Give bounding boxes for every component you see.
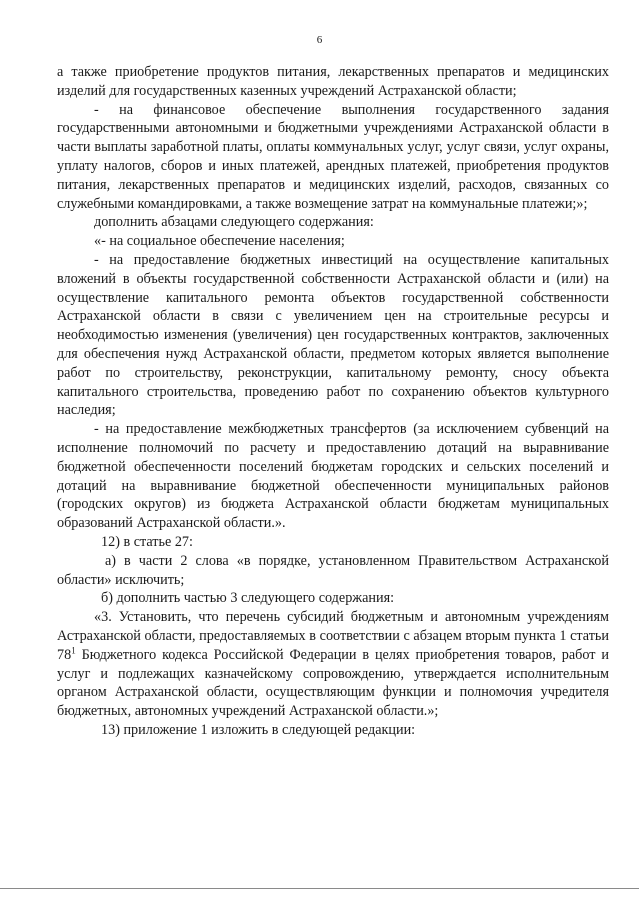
clause-3-text-start: «3. Установить, что перечень субсидий бюджетным и автономным учреждениям Астраханской области, предоставляемых в соответствии с абзацем вторым пункта 1 статьи 78 [57,609,609,663]
clause-3-paragraph [57,608,609,721]
paragraph: а также приобретение продуктов питания, лекарственных препаратов и медицинских изделий для государственных казенных учреждений Астраханской области; [57,64,609,99]
clause-3-text-end: Бюджетного кодекса Российской Федерации в целях приобретения товаров, работ и услуг и подлежащих казначейскому сопровождению, утверждается исполнительным органом Астраханской области, осуществляющим функции и полномочия учредителя бюджетных, автономных учреждений Астраханской области.»; [57,646,609,720]
paragraph: - на предоставление бюджетных инвестиций на осуществление капитальных вложений в объекты государственной собственности Астраханской области и (или) на осуществление капитального ремонта объектов государственной собственности Астраханской области в связи с увеличением цен на строительные ресурсы и необходимостью изменения (увеличения) цен государственных контрактов, заключенных для обеспечения нужд Астраханской области, предметом которых является выполнение работ по строительству, реконструкции, капитальному ремонту, сносу объекта капитального строительства, проведению работ по сохранению объектов культурного наследия; [57,251,609,419]
paragraph: дополнить абзацами следующего содержания: [94,214,374,231]
scan-bottom-edge [0,888,639,889]
paragraph: а) в части 2 слова «в порядке, установленном Правительством Астраханской области» исключить; [57,552,609,588]
paragraph: 13) приложение 1 изложить в следующей редакции: [101,721,416,738]
page-number: 6 [316,34,323,46]
paragraph: - на финансовое обеспечение выполнения государственного задания государственными автономными и бюджетными учреждениями Астраханской области в части выплаты заработной платы, оплаты коммунальных услуг, услуг связи, услуг охраны, уплату налогов, сборов и иных платежей, арендных платежей, приобретения продуктов питания, лекарственных препаратов и медицинских изделий, расходов, связанных со служебными командировками, а также возмещение затрат на коммунальные платежи;»; [57,101,609,212]
document-body [57,63,609,740]
superscript: 1 [71,644,76,655]
paragraph: - на предоставление межбюджетных трансфертов (за исключением субвенций на исполнение полномочий по расчету и предоставлению дотаций на выравнивание бюджетной обеспеченности поселений бюджетам городских и сельских поселений и дотаций на выравнивание бюджетной обеспеченности муниципальных районов (городских округов) из бюджета Астраханской области бюджетам муниципальных образований Астраханской области.». [57,421,609,532]
paragraph: 12) в статье 27: [101,533,193,550]
paragraph: «- на социальное обеспечение населения; [94,233,345,250]
paragraph: б) дополнить частью 3 следующего содержания: [101,590,395,607]
